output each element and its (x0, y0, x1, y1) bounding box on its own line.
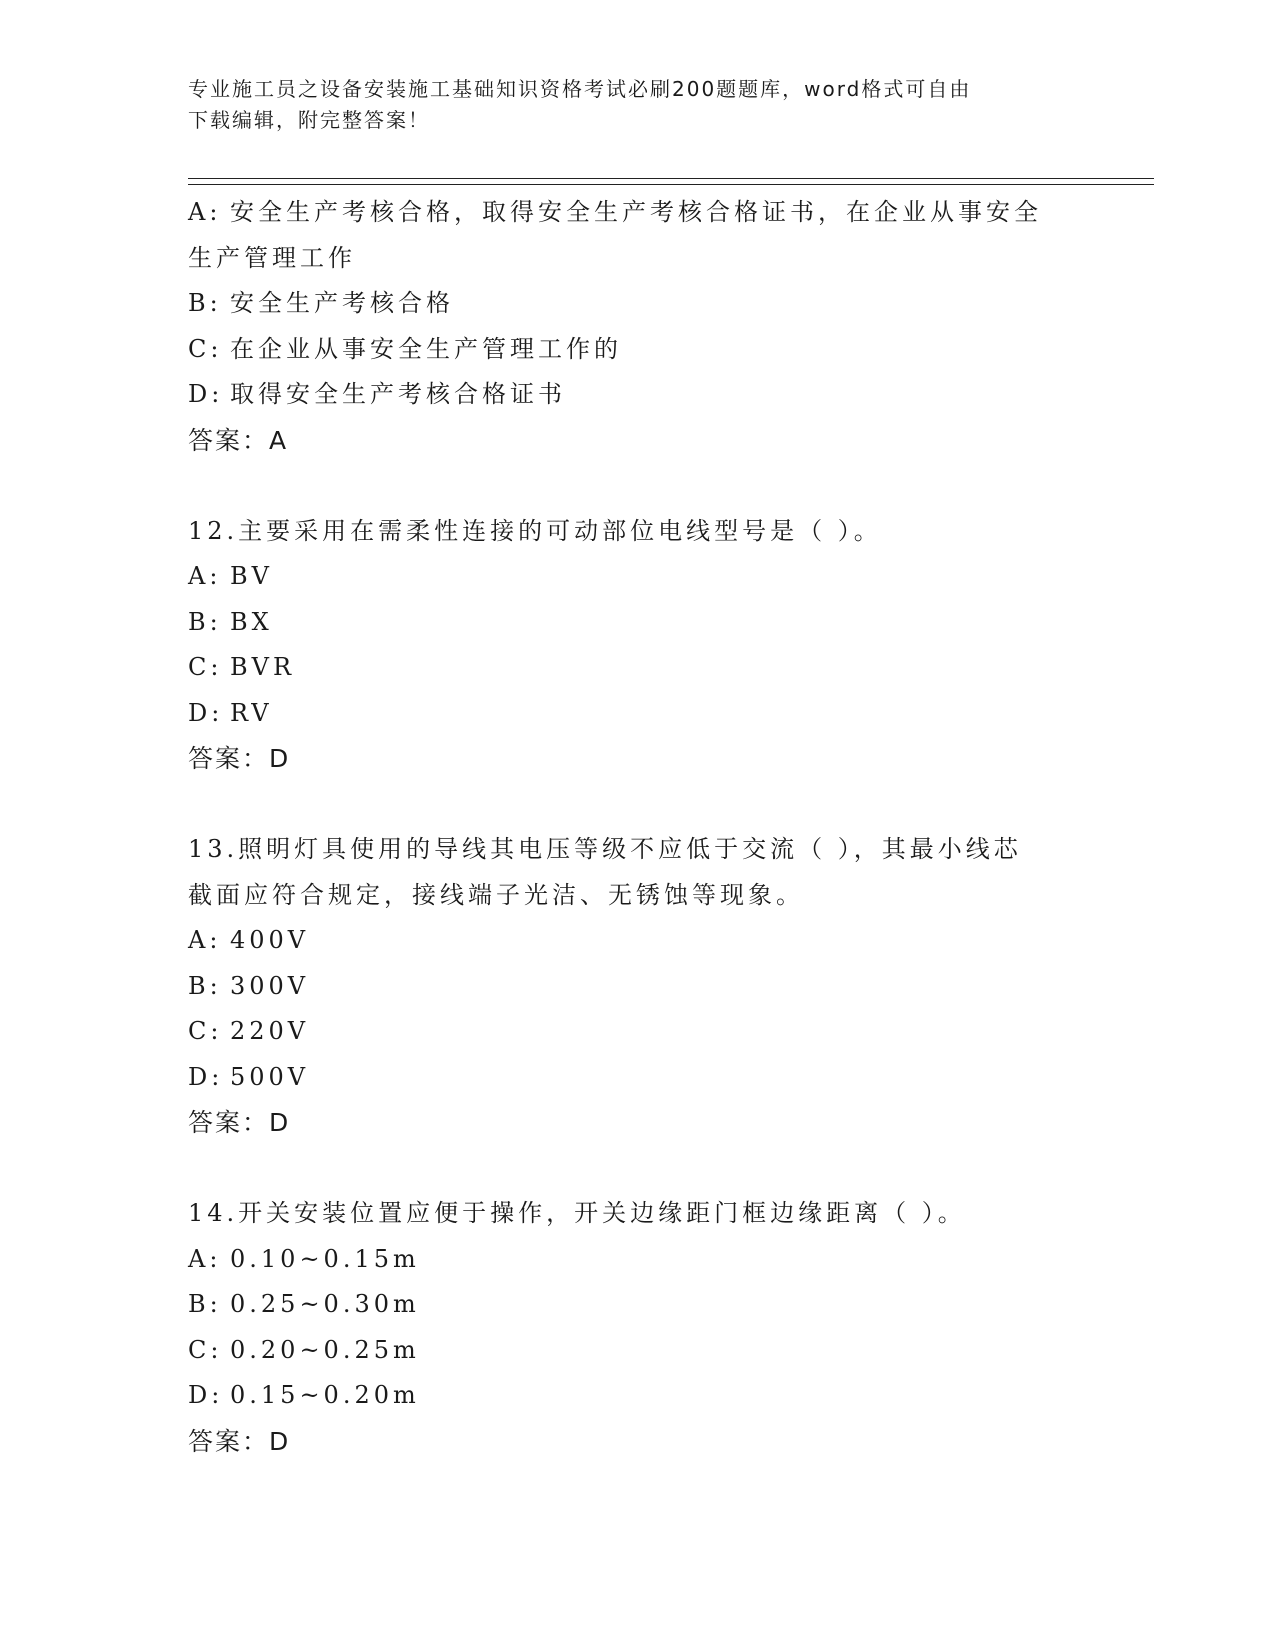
option-letter: B: (188, 289, 222, 317)
option-text: BV (230, 562, 273, 590)
option-c (188, 645, 1088, 691)
option-c (188, 1328, 1088, 1374)
option-text: BVR (230, 653, 296, 681)
answer-line: 答案：D (188, 1426, 291, 1456)
option-a (188, 190, 1088, 236)
header-divider-top (188, 178, 1154, 179)
option-letter: A: (188, 1244, 222, 1273)
spacer (188, 463, 1088, 509)
option-text: 取得安全生产考核合格证书 (230, 380, 566, 408)
question-13 (188, 827, 1088, 1146)
option-letter: D: (188, 1062, 224, 1091)
option-letter: C: (188, 1017, 223, 1045)
option-letter: C: (188, 334, 223, 363)
option-b (188, 1282, 1088, 1328)
option-text: 在企业从事安全生产管理工作的 (230, 334, 622, 363)
option-letter: A: (188, 198, 222, 226)
option-a (188, 554, 1088, 600)
option-text: 400V (230, 926, 310, 954)
question-11 (188, 190, 1088, 463)
question-text: 14.开关安装位置应便于操作，开关边缘距门框边缘距离（ ）。 (188, 1199, 966, 1227)
option-letter: B: (188, 607, 222, 636)
option-b (188, 964, 1088, 1010)
header-line-1: 专业施工员之设备安装施工基础知识资格考试必刷200题题库，word格式可自由 (188, 77, 972, 101)
option-text: 0.20~0.25m (230, 1335, 420, 1364)
question-list (188, 190, 1088, 1464)
option-letter: A: (188, 562, 222, 590)
option-letter: C: (188, 1335, 223, 1364)
answer-line: 答案：D (188, 744, 291, 773)
answer-line: 答案：A (188, 425, 289, 455)
question-text-continued: 截面应符合规定，接线端子光洁、无锈蚀等现象。 (188, 880, 804, 909)
option-text: RV (230, 698, 273, 727)
option-b (188, 600, 1088, 646)
question-text: 13.照明灯具使用的导线其电压等级不应低于交流（ ），其最小线芯 (188, 835, 1022, 863)
option-letter: D: (188, 698, 224, 727)
answer-line: 答案：D (188, 1108, 291, 1137)
option-a (188, 1237, 1088, 1283)
option-d (188, 1373, 1088, 1419)
option-text: 0.25~0.30m (230, 1290, 420, 1318)
option-text-continued: 生产管理工作 (188, 243, 356, 272)
option-letter: C: (188, 653, 223, 681)
question-14 (188, 1191, 1088, 1464)
option-letter: A: (188, 926, 222, 954)
option-letter: B: (188, 1290, 222, 1318)
option-a (188, 918, 1088, 964)
option-d (188, 691, 1088, 737)
header-divider-bottom (188, 184, 1154, 185)
option-text: 300V (230, 971, 310, 1000)
option-letter: B: (188, 971, 222, 1000)
document-header (188, 74, 1068, 136)
option-text: 500V (230, 1062, 310, 1091)
option-b (188, 281, 1088, 327)
option-text: BX (230, 607, 273, 636)
option-c (188, 1009, 1088, 1055)
option-d (188, 1055, 1088, 1101)
option-text: 0.15~0.20m (230, 1381, 420, 1409)
option-letter: D: (188, 1381, 224, 1409)
spacer (188, 1146, 1088, 1192)
option-text: 0.10~0.15m (230, 1244, 420, 1273)
option-d (188, 372, 1088, 418)
option-text: 安全生产考核合格，取得安全生产考核合格证书，在企业从事安全 (230, 198, 1042, 226)
option-text: 220V (230, 1017, 310, 1045)
question-12 (188, 509, 1088, 782)
option-text: 安全生产考核合格 (230, 289, 454, 317)
option-letter: D: (188, 380, 224, 408)
header-line-2: 下载编辑，附完整答案！ (188, 108, 430, 132)
option-c (188, 327, 1088, 373)
spacer (188, 782, 1088, 828)
question-text: 12.主要采用在需柔性连接的可动部位电线型号是（ ）。 (188, 516, 882, 545)
